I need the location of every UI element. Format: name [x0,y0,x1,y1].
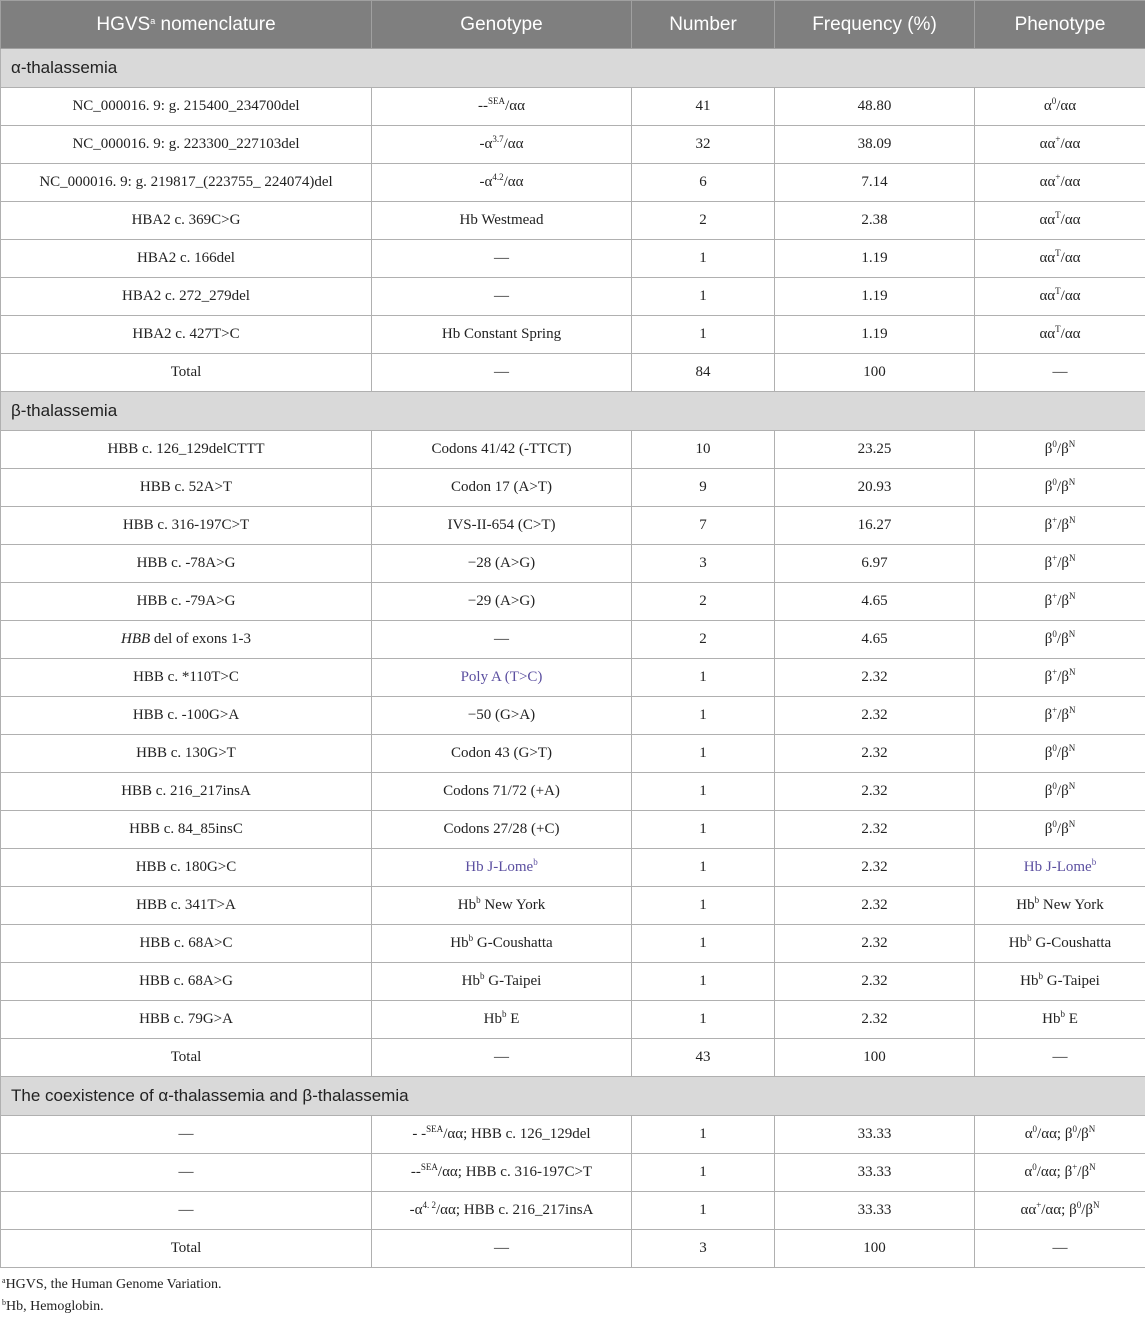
cell-genotype: Codon 43 (G>T) [372,735,632,773]
cell-phenotype: $\beta^0/\beta^N$ [975,621,1145,659]
cell-number: 10 [632,431,775,469]
cell-number: 7 [632,507,775,545]
cell-phenotype: Hb$^b$ G-Coushatta [975,925,1145,963]
cell-hgvs: NC_000016. 9: g. 219817_(223755_ 224074)del [1,164,372,202]
cell-frequency: 4.65 [775,583,975,621]
cell-genotype: — [372,278,632,316]
cell-number: 1 [632,1154,775,1192]
cell-number: 1 [632,1116,775,1154]
cell-genotype: IVS-II-654 (C>T) [372,507,632,545]
cell-number: 1 [632,1192,775,1230]
cell-phenotype: Hb$^b$ New York [975,887,1145,925]
cell-frequency: 100 [775,1039,975,1077]
cell-hgvs: NC_000016. 9: g. 215400_234700del [1,88,372,126]
table-row [1,1192,1145,1230]
cell-hgvs: HBA2 c. 272_279del [1,278,372,316]
cell-hgvs: HBA2 c. 369C>G [1,202,372,240]
cell-number: 1 [632,697,775,735]
cell-frequency: 7.14 [775,164,975,202]
cell-frequency: 48.80 [775,88,975,126]
table-row [1,659,1145,697]
cell-phenotype: $\alpha^0/\alpha\alpha$; $\beta^+/\beta^N$ [975,1154,1145,1192]
cell-frequency: 2.32 [775,849,975,887]
cell-genotype: - -$^{SEA}$/αα; HBB c. 126_129del [372,1116,632,1154]
table-row [1,1039,1145,1077]
table-row [1,697,1145,735]
cell-number: 1 [632,1001,775,1039]
cell-phenotype: $\beta^+/\beta^N$ [975,507,1145,545]
cell-hgvs: NC_000016. 9: g. 223300_227103del [1,126,372,164]
cell-frequency: 38.09 [775,126,975,164]
cell-genotype: −50 (G>A) [372,697,632,735]
cell-genotype: — [372,240,632,278]
header-phenotype: Phenotype [975,1,1145,49]
cell-frequency: 2.32 [775,735,975,773]
cell-genotype: — [372,621,632,659]
cell-number: 43 [632,1039,775,1077]
cell-genotype: — [372,354,632,392]
cell-frequency: 33.33 [775,1154,975,1192]
header-genotype: Genotype [372,1,632,49]
cell-phenotype: $\beta^0/\beta^N$ [975,469,1145,507]
cell-hgvs: HBB c. 52A>T [1,469,372,507]
cell-hgvs: HBB c. 126_129delCTTT [1,431,372,469]
cell-genotype: Poly A (T>C) [372,659,632,697]
cell-genotype: Hb Westmead [372,202,632,240]
table-row [1,469,1145,507]
cell-phenotype: $\alpha\alpha^T/\alpha\alpha$ [975,278,1145,316]
cell-number: 1 [632,887,775,925]
cell-hgvs: HBA2 c. 427T>C [1,316,372,354]
cell-genotype: — [372,1230,632,1268]
table-row [1,1230,1145,1268]
cell-number: 1 [632,735,775,773]
cell-hgvs: HBB c. -78A>G [1,545,372,583]
cell-genotype: −29 (A>G) [372,583,632,621]
footnotes [0,1274,1145,1318]
cell-genotype: Codons 71/72 (+A) [372,773,632,811]
header-row [1,1,1145,49]
cell-frequency: 33.33 [775,1192,975,1230]
cell-number: 41 [632,88,775,126]
header-frequency: Frequency (%) [775,1,975,49]
table-row [1,507,1145,545]
table-row [1,583,1145,621]
table-row [1,240,1145,278]
cell-genotype: −28 (A>G) [372,545,632,583]
section-title: The coexistence of α-thalassemia and β-thalassemia [1,1077,1145,1116]
cell-hgvs: — [1,1116,372,1154]
cell-number: 2 [632,583,775,621]
table-row [1,316,1145,354]
cell-frequency: 1.19 [775,240,975,278]
table-row [1,1154,1145,1192]
cell-phenotype: $\alpha^0/\alpha\alpha$; $\beta^0/\beta^N$ [975,1116,1145,1154]
cell-number: 2 [632,202,775,240]
cell-phenotype: $\beta^+/\beta^N$ [975,659,1145,697]
cell-number: 3 [632,1230,775,1268]
cell-phenotype: $\alpha^0/\alpha\alpha$ [975,88,1145,126]
cell-number: 1 [632,278,775,316]
cell-number: 1 [632,925,775,963]
table-row [1,278,1145,316]
cell-genotype: --$^{SEA}$/αα [372,88,632,126]
cell-phenotype: Hb$^b$ G-Taipei [975,963,1145,1001]
cell-frequency: 2.38 [775,202,975,240]
cell-phenotype: αα+/αα [975,126,1145,164]
cell-phenotype: $\beta^+/\beta^N$ [975,697,1145,735]
cell-phenotype: $\beta^+/\beta^N$ [975,583,1145,621]
cell-phenotype: $\alpha\alpha^T/\alpha\alpha$ [975,240,1145,278]
section-title: α-thalassemia [1,49,1145,88]
cell-genotype: Hb Constant Spring [372,316,632,354]
cell-phenotype: — [975,354,1145,392]
cell-frequency: 23.25 [775,431,975,469]
cell-frequency: 2.32 [775,887,975,925]
cell-number: 84 [632,354,775,392]
table-row [1,773,1145,811]
section-coexistence [1,1077,1145,1116]
cell-genotype: Hb$^b$ G-Taipei [372,963,632,1001]
table-row [1,887,1145,925]
cell-hgvs: HBB c. 130G>T [1,735,372,773]
cell-number: 1 [632,849,775,887]
table-row [1,354,1145,392]
cell-frequency: 1.19 [775,316,975,354]
cell-genotype: Codons 41/42 (-TTCT) [372,431,632,469]
table-row [1,1001,1145,1039]
cell-hgvs: HBB c. 341T>A [1,887,372,925]
cell-frequency: 6.97 [775,545,975,583]
cell-hgvs: HBB c. *110T>C [1,659,372,697]
cell-number: 3 [632,545,775,583]
table-row [1,126,1145,164]
cell-frequency: 2.32 [775,811,975,849]
cell-number: 1 [632,811,775,849]
table-row [1,925,1145,963]
cell-hgvs: HBB del of exons 1-3 [1,621,372,659]
cell-frequency: 2.32 [775,659,975,697]
cell-number: 1 [632,316,775,354]
cell-genotype: $-\alpha^{4. 2}/\alpha\alpha$; HBB c. 216_217insA [372,1192,632,1230]
cell-genotype: Hb J-Lome$^b$ [372,849,632,887]
cell-genotype: $-\alpha^{4.2}/\alpha\alpha$ [372,164,632,202]
cell-frequency: 33.33 [775,1116,975,1154]
footnote-b: $^b$Hb, Hemoglobin. [2,1298,104,1314]
cell-phenotype: $\alpha\alpha^T/\alpha\alpha$ [975,316,1145,354]
table-row [1,164,1145,202]
footnote-a: $^a$HGVS, the Human Genome Variation. [2,1276,222,1292]
cell-frequency: 2.32 [775,1001,975,1039]
cell-hgvs: HBB c. -100G>A [1,697,372,735]
cell-frequency: 20.93 [775,469,975,507]
cell-hgvs: HBB c. 68A>C [1,925,372,963]
cell-frequency: 4.65 [775,621,975,659]
cell-hgvs: HBA2 c. 166del [1,240,372,278]
cell-hgvs: HBB c. 84_85insC [1,811,372,849]
cell-phenotype: αα+/αα; $\beta^0/\beta^N$ [975,1192,1145,1230]
cell-frequency: 16.27 [775,507,975,545]
table-row [1,621,1145,659]
cell-hgvs: — [1,1154,372,1192]
cell-phenotype: $\beta^0/\beta^N$ [975,431,1145,469]
cell-phenotype: Hb J-Lome$^b$ [975,849,1145,887]
cell-number: 9 [632,469,775,507]
cell-genotype: Codon 17 (A>T) [372,469,632,507]
cell-phenotype: $\alpha\alpha^T/\alpha\alpha$ [975,202,1145,240]
cell-number: 2 [632,621,775,659]
cell-hgvs: HBB c. 216_217insA [1,773,372,811]
cell-genotype: --$^{SEA}$/αα; HBB c. 316-197C>T [372,1154,632,1192]
table-row [1,88,1145,126]
cell-number: 1 [632,240,775,278]
cell-hgvs: — [1,1192,372,1230]
cell-hgvs: HBB c. 316-197C>T [1,507,372,545]
cell-hgvs: Total [1,1230,372,1268]
cell-hgvs: HBB c. 79G>A [1,1001,372,1039]
cell-hgvs: HBB c. -79A>G [1,583,372,621]
cell-hgvs: HBB c. 180G>C [1,849,372,887]
cell-genotype: $-\alpha^{3.7}/\alpha\alpha$ [372,126,632,164]
cell-hgvs: Total [1,354,372,392]
cell-phenotype: $\beta^0/\beta^N$ [975,773,1145,811]
cell-phenotype: αα+/αα [975,164,1145,202]
cell-frequency: 2.32 [775,773,975,811]
cell-frequency: 2.32 [775,925,975,963]
header-number: Number [632,1,775,49]
table-row [1,811,1145,849]
cell-hgvs: HBB c. 68A>G [1,963,372,1001]
cell-genotype: Hb$^b$ G-Coushatta [372,925,632,963]
cell-phenotype: — [975,1230,1145,1268]
cell-hgvs: Total [1,1039,372,1077]
table-row [1,202,1145,240]
table-row [1,735,1145,773]
cell-number: 32 [632,126,775,164]
cell-number: 1 [632,963,775,1001]
cell-number: 6 [632,164,775,202]
cell-number: 1 [632,773,775,811]
section-alpha-thalassemia [1,49,1145,88]
cell-frequency: 2.32 [775,697,975,735]
cell-phenotype: $\beta^0/\beta^N$ [975,735,1145,773]
cell-genotype: Hb$^b$ New York [372,887,632,925]
section-title: β-thalassemia [1,392,1145,431]
table-row [1,963,1145,1001]
table-row [1,431,1145,469]
cell-frequency: 2.32 [775,963,975,1001]
cell-phenotype: Hb$^b$ E [975,1001,1145,1039]
cell-frequency: 100 [775,1230,975,1268]
cell-frequency: 1.19 [775,278,975,316]
cell-phenotype: $\beta^0/\beta^N$ [975,811,1145,849]
header-hgvs: HGVS$^a$ nomenclature [1,1,372,49]
cell-number: 1 [632,659,775,697]
cell-phenotype: $\beta^+/\beta^N$ [975,545,1145,583]
cell-genotype: — [372,1039,632,1077]
cell-genotype: Codons 27/28 (+C) [372,811,632,849]
table-row [1,545,1145,583]
cell-genotype: Hb$^b$ E [372,1001,632,1039]
section-beta-thalassemia [1,392,1145,431]
table-row [1,849,1145,887]
table-row [1,1116,1145,1154]
cell-phenotype: — [975,1039,1145,1077]
cell-frequency: 100 [775,354,975,392]
